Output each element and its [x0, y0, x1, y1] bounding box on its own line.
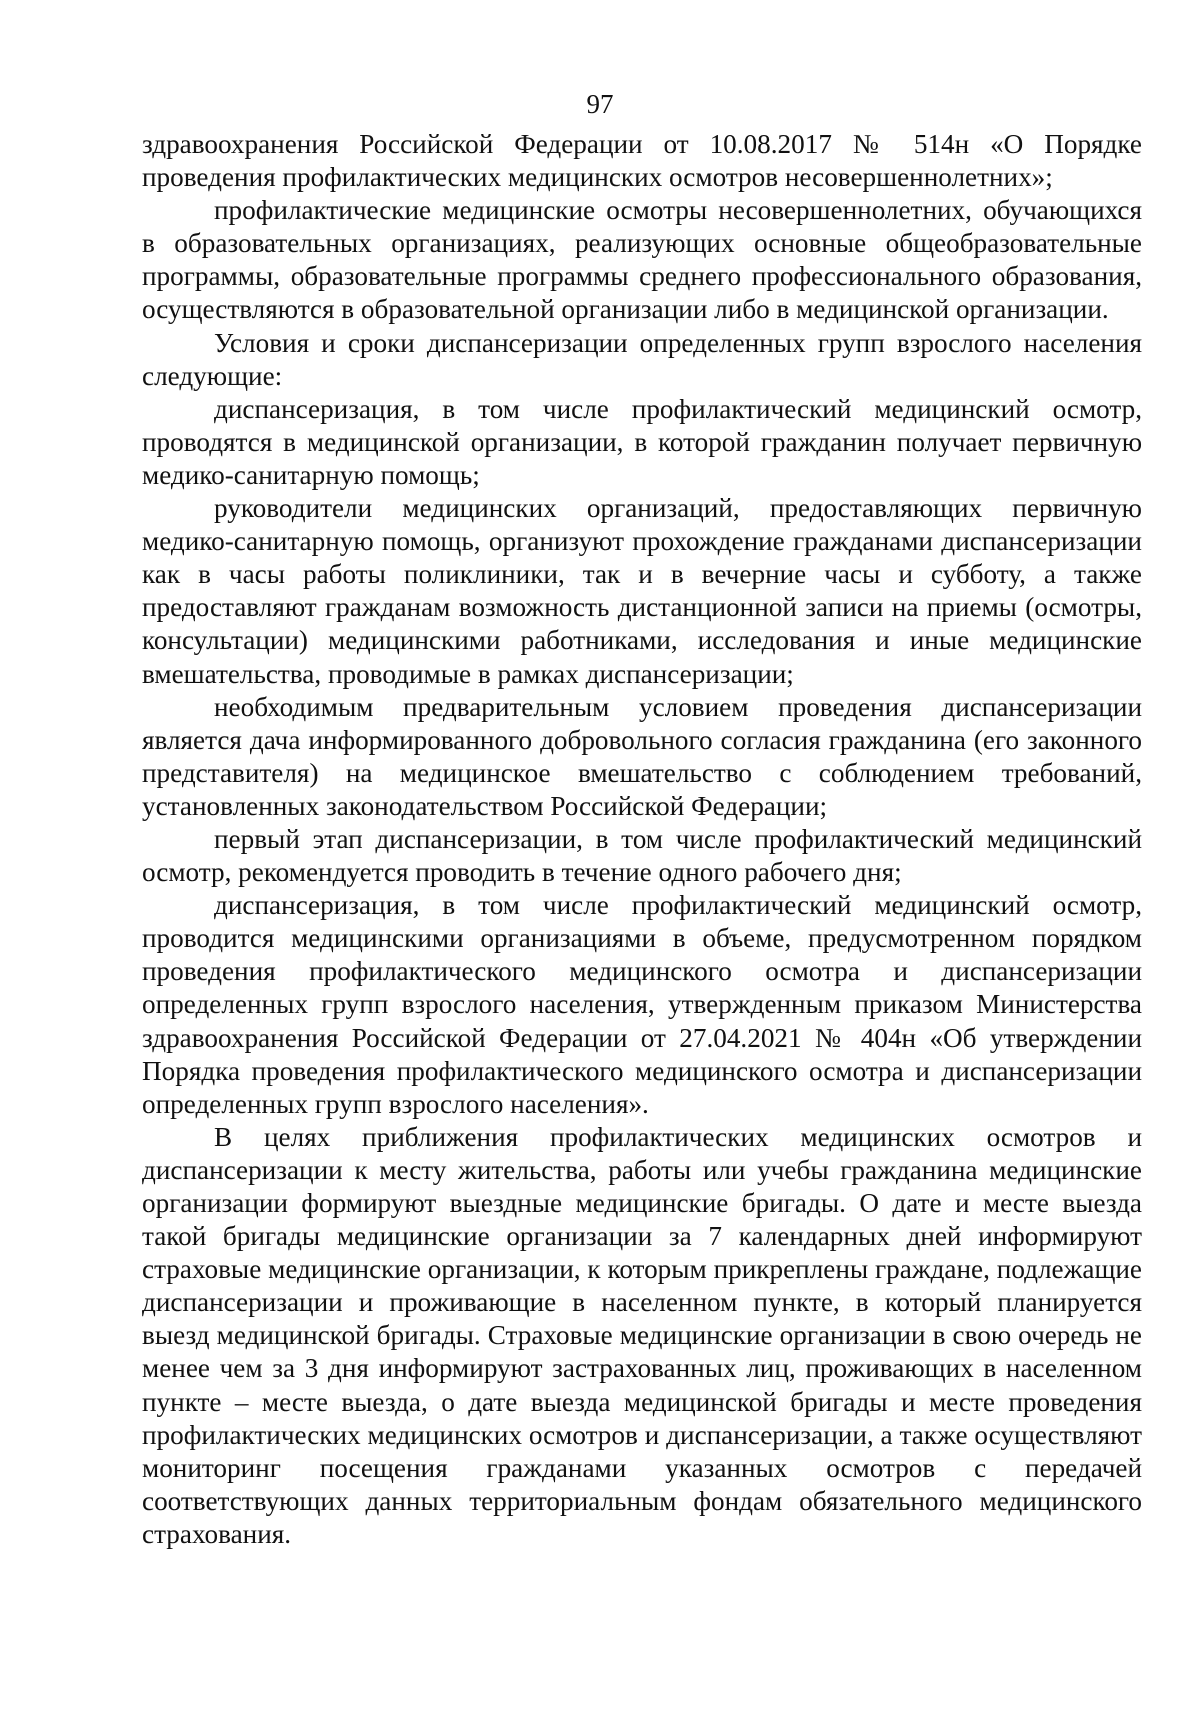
paragraph: профилактические медицинские осмотры несовершеннолетних, обучающихся в образовательных организациях, реализующих основные общеобразовательные программы, образовательные программы среднего профессионального образования, осуществляются в образовательной организации либо в медицинской организации.	[142, 195, 1142, 325]
page-number: 97	[586, 89, 614, 119]
paragraph: Условия и сроки диспансеризации определенных групп взрослого населения следующие:	[142, 327, 1142, 391]
paragraph: здравоохранения Российской Федерации от 10.08.2017 № 514н «О Порядке проведения профилактических медицинских осмотров несовершеннолетних»;	[142, 129, 1142, 193]
paragraph: диспансеризация, в том числе профилактический медицинский осмотр, проводятся в медицинской организации, в которой гражданин получает первичную медико-санитарную помощь;	[142, 393, 1142, 490]
paragraph: необходимым предварительным условием проведения диспансеризации является дача информированного добровольного согласия гражданина (его законного представителя) на медицинское вмешательство с соблюдением требований, установленных законодательством Российской Федерации;	[142, 691, 1142, 821]
paragraph: В целях приближения профилактических медицинских осмотров и диспансеризации к месту жительства, работы или учебы гражданина медицинские организации формируют выездные медицинские бригады. О дате и месте выезда такой бригады медицинские организации за 7 календарных дней информируют страховые медицинские организации, к которым прикреплены граждане, подлежащие диспансеризации и проживающие в населенном пункте, в который планируется выезд медицинской бригады. Страховые медицинские организации в свою очередь не менее чем за 3 дня информируют застрахованных лиц, проживающих в населенном пункте – месте выезда, о дате выезда медицинской бригады и месте проведения профилактических медицинских осмотров и диспансеризации, а также осуществляют мониторинг посещения гражданами указанных осмотров с передачей соответствующих данных территориальным фондам обязательного медицинского страхования.	[142, 1121, 1142, 1549]
document-body	[142, 128, 1142, 1551]
paragraph: первый этап диспансеризации, в том числе профилактический медицинский осмотр, рекомендуется проводить в течение одного рабочего дня;	[142, 823, 1142, 888]
paragraph: руководители медицинских организаций, предоставляющих первичную медико-санитарную помощь, организуют прохождение гражданами диспансеризации как в часы работы поликлиники, так и в вечерние часы и субботу, а также предоставляют гражданам возможность дистанционной записи на приемы (осмотры, консультации) медицинскими работниками, исследования и иные медицинские вмешательства, проводимые в рамках диспансеризации;	[142, 493, 1142, 689]
paragraph: диспансеризация, в том числе профилактический медицинский осмотр, проводится медицинскими организациями в объеме, предусмотренном порядком проведения профилактического медицинского осмотра и диспансеризации определенных групп взрослого населения, утвержденным приказом Министерства здравоохранения Российской Федерации от 27.04.2021 № 404н «Об утверждении Порядка проведения профилактического медицинского осмотра и диспансеризации определенных групп взрослого населения».	[142, 890, 1142, 1119]
